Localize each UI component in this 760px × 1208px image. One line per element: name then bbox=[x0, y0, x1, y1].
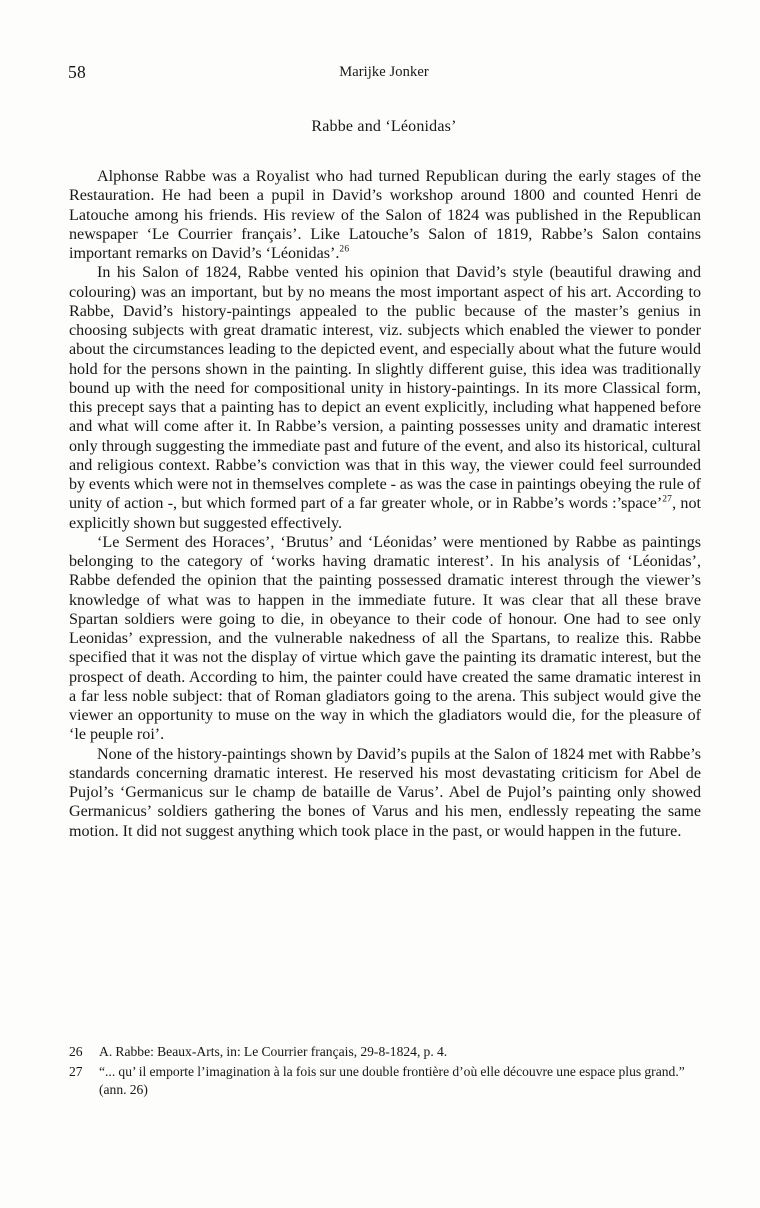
paragraph-2 bbox=[69, 263, 701, 533]
footnote-26-number: 26 bbox=[69, 1044, 83, 1059]
footnotes-section bbox=[69, 1043, 714, 1101]
footnote-marker-26: 26 bbox=[339, 244, 350, 255]
footnote-26 bbox=[69, 1043, 714, 1062]
paragraph-2-text: In his Salon of 1824, Rabbe vented his opinion that David’s style (beautiful drawing and colouring) was an important, but by no means the most important aspect of his art. According to Rabbe, David’s history-paintings appealed to the public because of the master’s genius in choosing subjects with great dramatic interest, viz. subjects which enabled the viewer to ponder about the circumstances leading to the depicted event, and especially about what the future would hold for the persons shown in the painting. In slightly different guise, this idea was traditionally bound up with the need for compositional unity in history-paintings. In its more Classical form, this precept says that a painting has to depict an event explicitly, including what happened before and what will come after it. In Rabbe’s version, a painting possesses unity and dramatic interest only through suggesting the immediate past and future of the event, and also its historical, cultural and religious context. Rabbe’s conviction was that in this way, the viewer could feel surrounded by events which were not in themselves complete - as was the case in paintings obeying the rule of unity of action -, but which formed part of a far greater whole, or in Rabbe’s words :’space’ bbox=[69, 264, 701, 513]
section-heading: Rabbe and ‘Léonidas’ bbox=[311, 118, 457, 135]
footnote-marker-27: 27 bbox=[662, 494, 673, 505]
footnote-27 bbox=[69, 1063, 714, 1100]
paragraph-2-text-after: , not explicitly shown but suggested effectively. bbox=[69, 495, 701, 532]
body-text bbox=[69, 167, 701, 841]
footnote-26-text: A. Rabbe: Beaux-Arts, in: Le Courrier français, 29-8-1824, p. 4. bbox=[99, 1044, 448, 1059]
paragraph-4: None of the history-paintings shown by David’s pupils at the Salon of 1824 met with Rabbe’s standards concerning dramatic interest. He reserved his most devastating criticism for Abel de Pujol’s ‘Germanicus sur le champ de bataille de Varus’. Abel de Pujol’s painting only showed Germanicus’ soldiers gathering the bones of Varus and his men, endlessly repeating the same motion. It did not suggest anything which took place in the past, or would happen in the future. bbox=[69, 745, 701, 840]
footnote-27-number: 27 bbox=[69, 1063, 83, 1079]
running-head bbox=[68, 62, 700, 82]
paragraph-3: ‘Le Serment des Horaces’, ‘Brutus’ and ‘Léonidas’ were mentioned by Rabbe as paintings belonging to the category of ‘works having dramatic interest’. In his analysis of ‘Léonidas’, Rabbe defended the opinion that the painting possessed dramatic interest through the viewer’s knowledge of what was to happen in the immediate future. It was clear that all these brave Spartan soldiers were going to die, in obeyance to their code of honour. One had to see only Leonidas’ expression, and the vulnerable nakedness of all the Spartans, to realize this. Rabbe specified that it was not the display of virtue which gave the painting its dramatic interest, but the prospect of death. According to him, the painter could have created the same dramatic interest in a far less noble subject: that of Roman gladiators going to the arena. This subject would give the viewer an opportunity to muse on the way in which the gladiators would die, for the pleasure of ‘le peuple roi’. bbox=[69, 533, 701, 744]
running-title: Marijke Jonker bbox=[339, 64, 429, 80]
footnote-27-text: “... qu’ il emporte l’imagination à la fois sur une double frontière d’où elle découvre une espace plus grand.” (ann. 26) bbox=[99, 1063, 685, 1098]
paragraph-1 bbox=[69, 167, 701, 263]
paragraph-1-text: Alphonse Rabbe was a Royalist who had turned Republican during the early stages of the Restauration. He had been a pupil in David’s workshop around 1800 and counted Henri de Latouche among his friends. His review of the Salon of 1824 was published in the Republican newspaper ‘Le Courrier français’. Like Latouche’s Salon of 1819, Rabbe’s Salon contains important remarks on David’s ‘Léonidas’. bbox=[69, 168, 701, 262]
page-number: 58 bbox=[68, 62, 86, 82]
